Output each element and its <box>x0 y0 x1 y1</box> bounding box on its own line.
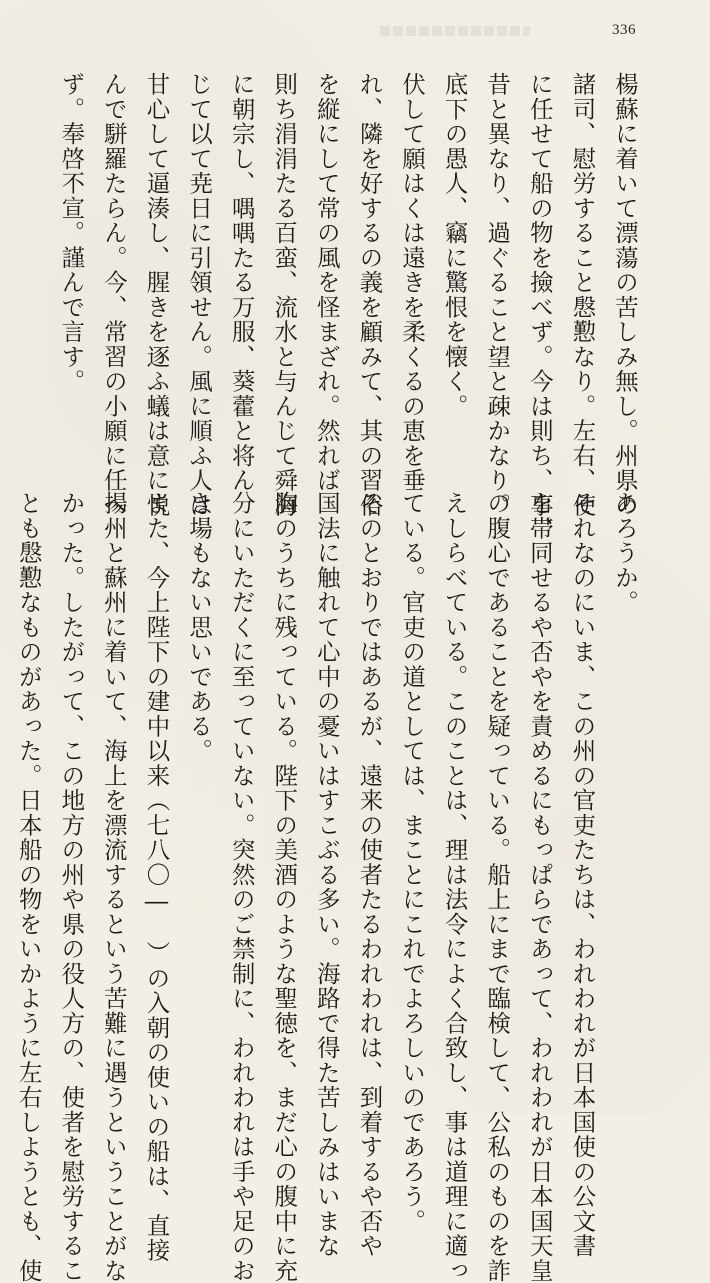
text-column: を縦にして常の風を怪まざれ。然れば <box>312 72 341 493</box>
text-column: 胸のうちに残っている。陛下の美酒のような聖徳を、まだ心の腹中に充 <box>270 491 299 1283</box>
text-column: き場もない思いである。 <box>185 491 214 764</box>
text-column: 楊蘇に着いて漂蕩の苦しみ無し。州県の <box>611 72 639 518</box>
text-column: あろうか。 <box>611 491 639 615</box>
text-column: に任せて船の物を撿べず。今は則ち、事、 <box>525 72 554 543</box>
text-column: ている。官吏の道としては、まことにこれでよろしいのであろう。 <box>398 491 427 1234</box>
text-column: 底下の愚人、竊に驚恨を懐く。 <box>440 72 469 419</box>
text-column: に朝宗し、喁喁たる万服、葵藿と将ん <box>227 72 256 493</box>
text-column: 揚州と蘇州に着いて、海上を漂流するという苦難に遇うということがな <box>99 491 128 1283</box>
translation-text-block <box>0 491 639 1283</box>
text-column: かった。したがって、この地方の州や県の役人方の、使者を慰労するこ <box>57 491 86 1283</box>
text-column: 甘心して逼湊し、腥きを逐ふ蟻は意に悦 <box>142 72 171 518</box>
text-column: えしらべている。このことは、理は法令によく合致し、事は道理に適っ <box>440 491 469 1283</box>
text-column: 伏して願はくは遠きを柔くるの恵を垂 <box>398 72 427 493</box>
text-column: 国法に触れて心中の憂いはすこぶる多い。海路で得た苦しみはいまな <box>312 491 341 1259</box>
page-number: 336 <box>612 22 636 38</box>
text-column: 昔と異なり、過ぐること望と疎かなり。 <box>483 72 512 518</box>
bleed-through-header <box>380 26 530 36</box>
text-column: を帯同せるや否やを責めるにもっぱらであって、われわれが日本国天皇 <box>525 491 554 1283</box>
text-column: れ、隣を好するの義を顧みて、其の習俗 <box>355 72 384 518</box>
text-column: そのとおりではあるが、遠来の使者たるわれわれは、到着するや否や <box>355 491 384 1259</box>
text-column: また、今上陛下の建中以来（七八〇― ）の入朝の使いの船は、直接 <box>142 491 171 1263</box>
text-column: ず。奉啓不宣。謹んで言す。 <box>57 72 86 394</box>
text-column: それなのにいま、この州の官吏たちは、われわれが日本国使の公文書 <box>568 491 597 1259</box>
text-column: 分にいただくに至っていない。突然のご禁制に、われわれは手や足のお <box>227 491 256 1283</box>
text-column: 諸司、慰労すること慇懃なり。左右、使 <box>568 72 597 518</box>
text-column: じて以て尭日に引領せん。風に順ふ人は <box>185 72 214 518</box>
text-column: 則ち涓涓たる百蛮、流水と与んじて舜海 <box>270 72 299 518</box>
text-column: とも慇懃なものがあった。日本船の物をいかように左右しようとも、使 <box>14 491 43 1283</box>
text-column: んで駢羅たらん。今、常習の小願に任へ <box>99 72 128 518</box>
text-column: の腹心であることを疑っている。船上にまで臨検して、公私のものを詐 <box>483 491 512 1283</box>
